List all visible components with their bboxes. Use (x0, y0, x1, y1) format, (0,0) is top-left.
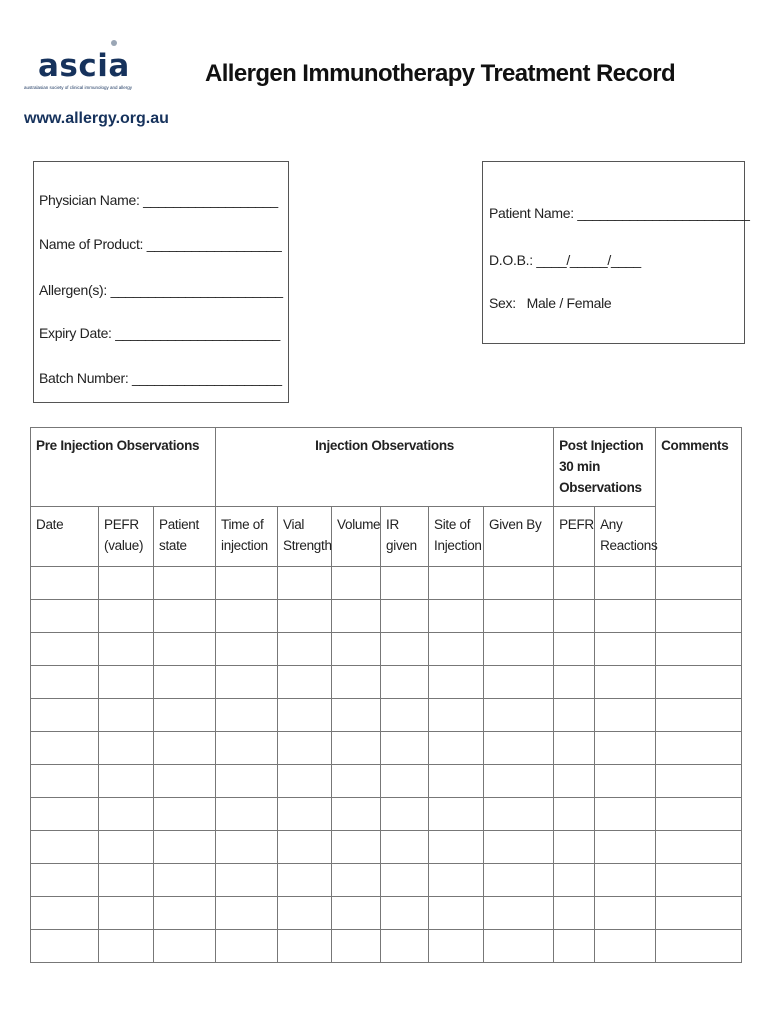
table-cell[interactable] (381, 765, 429, 798)
table-cell[interactable] (595, 897, 656, 930)
col-given-by: Given By (484, 507, 554, 567)
table-cell[interactable] (154, 732, 216, 765)
table-cell[interactable] (595, 732, 656, 765)
table-cell[interactable] (656, 930, 742, 963)
table-cell[interactable] (332, 699, 381, 732)
table-cell[interactable] (154, 765, 216, 798)
product-name-field[interactable]: Name of Product: __________________ (39, 236, 282, 252)
table-cell[interactable] (484, 765, 554, 798)
patient-name-field[interactable]: Patient Name: _______________________ (489, 205, 750, 221)
table-cell[interactable] (31, 732, 99, 765)
table-cell[interactable] (31, 831, 99, 864)
table-cell[interactable] (154, 831, 216, 864)
document-title: Allergen Immunotherapy Treatment Record (205, 60, 676, 87)
table-cell[interactable] (484, 897, 554, 930)
table-cell[interactable] (656, 732, 742, 765)
table-cell[interactable] (595, 567, 656, 600)
table-cell[interactable] (31, 699, 99, 732)
table-cell[interactable] (656, 765, 742, 798)
table-row (31, 831, 742, 864)
col-volume: Volume (332, 507, 381, 567)
ascia-logo (24, 36, 134, 98)
batch-number-field[interactable]: Batch Number: ____________________ (39, 370, 282, 386)
table-cell[interactable] (381, 666, 429, 699)
table-cell[interactable] (31, 765, 99, 798)
table-cell[interactable] (278, 633, 332, 666)
table-cell[interactable] (154, 633, 216, 666)
table-cell[interactable] (154, 600, 216, 633)
table-cell[interactable] (99, 930, 154, 963)
table-cell[interactable] (99, 831, 154, 864)
table-cell[interactable] (429, 765, 484, 798)
table-cell[interactable] (332, 732, 381, 765)
table-cell[interactable] (554, 897, 595, 930)
table-cell[interactable] (99, 864, 154, 897)
table-cell[interactable] (429, 930, 484, 963)
physician-name-field[interactable]: Physician Name: __________________ (39, 192, 278, 208)
table-cell[interactable] (381, 567, 429, 600)
table-cell[interactable] (31, 897, 99, 930)
table-cell[interactable] (554, 765, 595, 798)
logo-wordmark: ascia (38, 48, 130, 84)
table-cell[interactable] (216, 600, 278, 633)
col-any-reactions: Any Reactions (595, 507, 656, 567)
table-cell[interactable] (99, 633, 154, 666)
table-cell[interactable] (154, 666, 216, 699)
table-cell[interactable] (656, 600, 742, 633)
table-cell[interactable] (278, 666, 332, 699)
table-cell[interactable] (99, 666, 154, 699)
table-cell[interactable] (278, 699, 332, 732)
table-cell[interactable] (554, 831, 595, 864)
treatment-table (30, 427, 742, 963)
table-cell[interactable] (595, 765, 656, 798)
sex-field[interactable]: Sex: Male / Female (489, 295, 612, 311)
dob-field[interactable]: D.O.B.: ____/_____/____ (489, 252, 641, 268)
post-injection-header: Post Injection 30 min Observations (554, 428, 656, 507)
table-cell[interactable] (216, 897, 278, 930)
table-cell[interactable] (429, 732, 484, 765)
table-cell[interactable] (381, 699, 429, 732)
table-row (31, 864, 742, 897)
comments-header: Comments (656, 428, 742, 567)
logo-subtitle: australasian society of clinical immunology and allergy (24, 85, 133, 90)
col-ir-given: IR given (381, 507, 429, 567)
table-cell[interactable] (429, 831, 484, 864)
table-cell[interactable] (656, 633, 742, 666)
table-cell[interactable] (595, 798, 656, 831)
table-cell[interactable] (429, 798, 484, 831)
table-cell[interactable] (381, 600, 429, 633)
table-cell[interactable] (278, 930, 332, 963)
table-cell[interactable] (484, 864, 554, 897)
table-cell[interactable] (656, 897, 742, 930)
table-cell[interactable] (216, 567, 278, 600)
table-cell[interactable] (381, 798, 429, 831)
table-cell[interactable] (656, 864, 742, 897)
table-cell[interactable] (216, 864, 278, 897)
table-cell[interactable] (429, 864, 484, 897)
table-cell[interactable] (332, 930, 381, 963)
table-cell[interactable] (278, 831, 332, 864)
table-cell[interactable] (216, 732, 278, 765)
table-cell[interactable] (278, 732, 332, 765)
table-cell[interactable] (554, 798, 595, 831)
table-cell[interactable] (216, 831, 278, 864)
table-cell[interactable] (484, 732, 554, 765)
table-cell[interactable] (484, 930, 554, 963)
table-cell[interactable] (99, 567, 154, 600)
table-cell[interactable] (429, 699, 484, 732)
table-cell[interactable] (99, 765, 154, 798)
table-cell[interactable] (332, 666, 381, 699)
col-site-of-injection: Site of Injection (429, 507, 484, 567)
table-cell[interactable] (278, 864, 332, 897)
table-cell[interactable] (656, 666, 742, 699)
table-column-header (31, 507, 742, 567)
table-cell[interactable] (429, 897, 484, 930)
table-cell[interactable] (381, 897, 429, 930)
table-row (31, 732, 742, 765)
table-row (31, 930, 742, 963)
table-cell[interactable] (554, 633, 595, 666)
table-cell[interactable] (332, 897, 381, 930)
table-cell[interactable] (656, 699, 742, 732)
table-cell[interactable] (429, 666, 484, 699)
table-cell[interactable] (332, 600, 381, 633)
table-cell[interactable] (278, 765, 332, 798)
logo-dot-icon (111, 40, 117, 46)
pre-injection-header: Pre Injection Observations (31, 428, 216, 507)
table-cell[interactable] (154, 897, 216, 930)
table-cell[interactable] (381, 831, 429, 864)
table-cell[interactable] (554, 600, 595, 633)
table-cell[interactable] (656, 798, 742, 831)
table-row (31, 567, 742, 600)
table-cell[interactable] (278, 600, 332, 633)
table-cell[interactable] (154, 930, 216, 963)
table-cell[interactable] (99, 732, 154, 765)
table-cell[interactable] (381, 633, 429, 666)
allergens-field[interactable]: Allergen(s): _______________________ (39, 282, 283, 298)
col-patient-state: Patient state (154, 507, 216, 567)
table-cell[interactable] (154, 567, 216, 600)
expiry-date-field[interactable]: Expiry Date: ______________________ (39, 325, 280, 341)
table-cell[interactable] (595, 666, 656, 699)
table-cell[interactable] (381, 864, 429, 897)
col-date: Date (31, 507, 99, 567)
table-cell[interactable] (429, 567, 484, 600)
table-cell[interactable] (31, 567, 99, 600)
table-row (31, 699, 742, 732)
injection-header: Injection Observations (216, 428, 554, 507)
table-cell[interactable] (554, 930, 595, 963)
table-cell[interactable] (31, 864, 99, 897)
table-row (31, 798, 742, 831)
table-cell[interactable] (381, 930, 429, 963)
table-cell[interactable] (332, 864, 381, 897)
table-cell[interactable] (595, 930, 656, 963)
table-cell[interactable] (332, 831, 381, 864)
table-cell[interactable] (154, 864, 216, 897)
table-cell[interactable] (332, 567, 381, 600)
table-row (31, 765, 742, 798)
table-cell[interactable] (656, 567, 742, 600)
table-cell[interactable] (216, 930, 278, 963)
table-cell[interactable] (381, 732, 429, 765)
table-cell[interactable] (484, 831, 554, 864)
table-cell[interactable] (216, 666, 278, 699)
table-cell[interactable] (99, 798, 154, 831)
table-cell[interactable] (278, 897, 332, 930)
table-cell[interactable] (99, 897, 154, 930)
table-cell[interactable] (484, 666, 554, 699)
table-cell[interactable] (595, 633, 656, 666)
table-cell[interactable] (595, 864, 656, 897)
table-cell[interactable] (31, 798, 99, 831)
table-cell[interactable] (554, 666, 595, 699)
table-cell[interactable] (154, 798, 216, 831)
table-row (31, 666, 742, 699)
table-cell[interactable] (484, 633, 554, 666)
table-row (31, 897, 742, 930)
table-cell[interactable] (332, 765, 381, 798)
table-cell[interactable] (216, 798, 278, 831)
col-post-pefr: PEFR (554, 507, 595, 567)
table-cell[interactable] (332, 633, 381, 666)
website-link[interactable]: www.allergy.org.au (24, 110, 169, 127)
col-vial-strength: Vial Strength (278, 507, 332, 567)
table-cell[interactable] (31, 930, 99, 963)
table-cell[interactable] (216, 633, 278, 666)
table-cell[interactable] (554, 567, 595, 600)
table-cell[interactable] (429, 600, 484, 633)
table-cell[interactable] (595, 831, 656, 864)
table-cell[interactable] (484, 600, 554, 633)
table-cell[interactable] (278, 798, 332, 831)
table-cell[interactable] (154, 699, 216, 732)
table-cell[interactable] (31, 666, 99, 699)
table-cell[interactable] (484, 567, 554, 600)
table-row (31, 633, 742, 666)
table-cell[interactable] (554, 732, 595, 765)
table-cell[interactable] (31, 600, 99, 633)
product-info-box (33, 161, 289, 403)
table-row (31, 600, 742, 633)
table-cell[interactable] (484, 699, 554, 732)
table-cell[interactable] (216, 765, 278, 798)
table-cell[interactable] (484, 798, 554, 831)
col-pefr-value: PEFR (value) (99, 507, 154, 567)
table-cell[interactable] (595, 600, 656, 633)
table-group-header (31, 428, 742, 507)
table-cell[interactable] (554, 699, 595, 732)
table-cell[interactable] (31, 633, 99, 666)
table-cell[interactable] (332, 798, 381, 831)
table-cell[interactable] (595, 699, 656, 732)
table-cell[interactable] (216, 699, 278, 732)
table-cell[interactable] (99, 600, 154, 633)
table-cell[interactable] (429, 633, 484, 666)
table-cell[interactable] (656, 831, 742, 864)
table-cell[interactable] (554, 864, 595, 897)
col-time-of-injection: Time of injection (216, 507, 278, 567)
table-cell[interactable] (278, 567, 332, 600)
patient-info-box (482, 161, 750, 344)
table-cell[interactable] (99, 699, 154, 732)
